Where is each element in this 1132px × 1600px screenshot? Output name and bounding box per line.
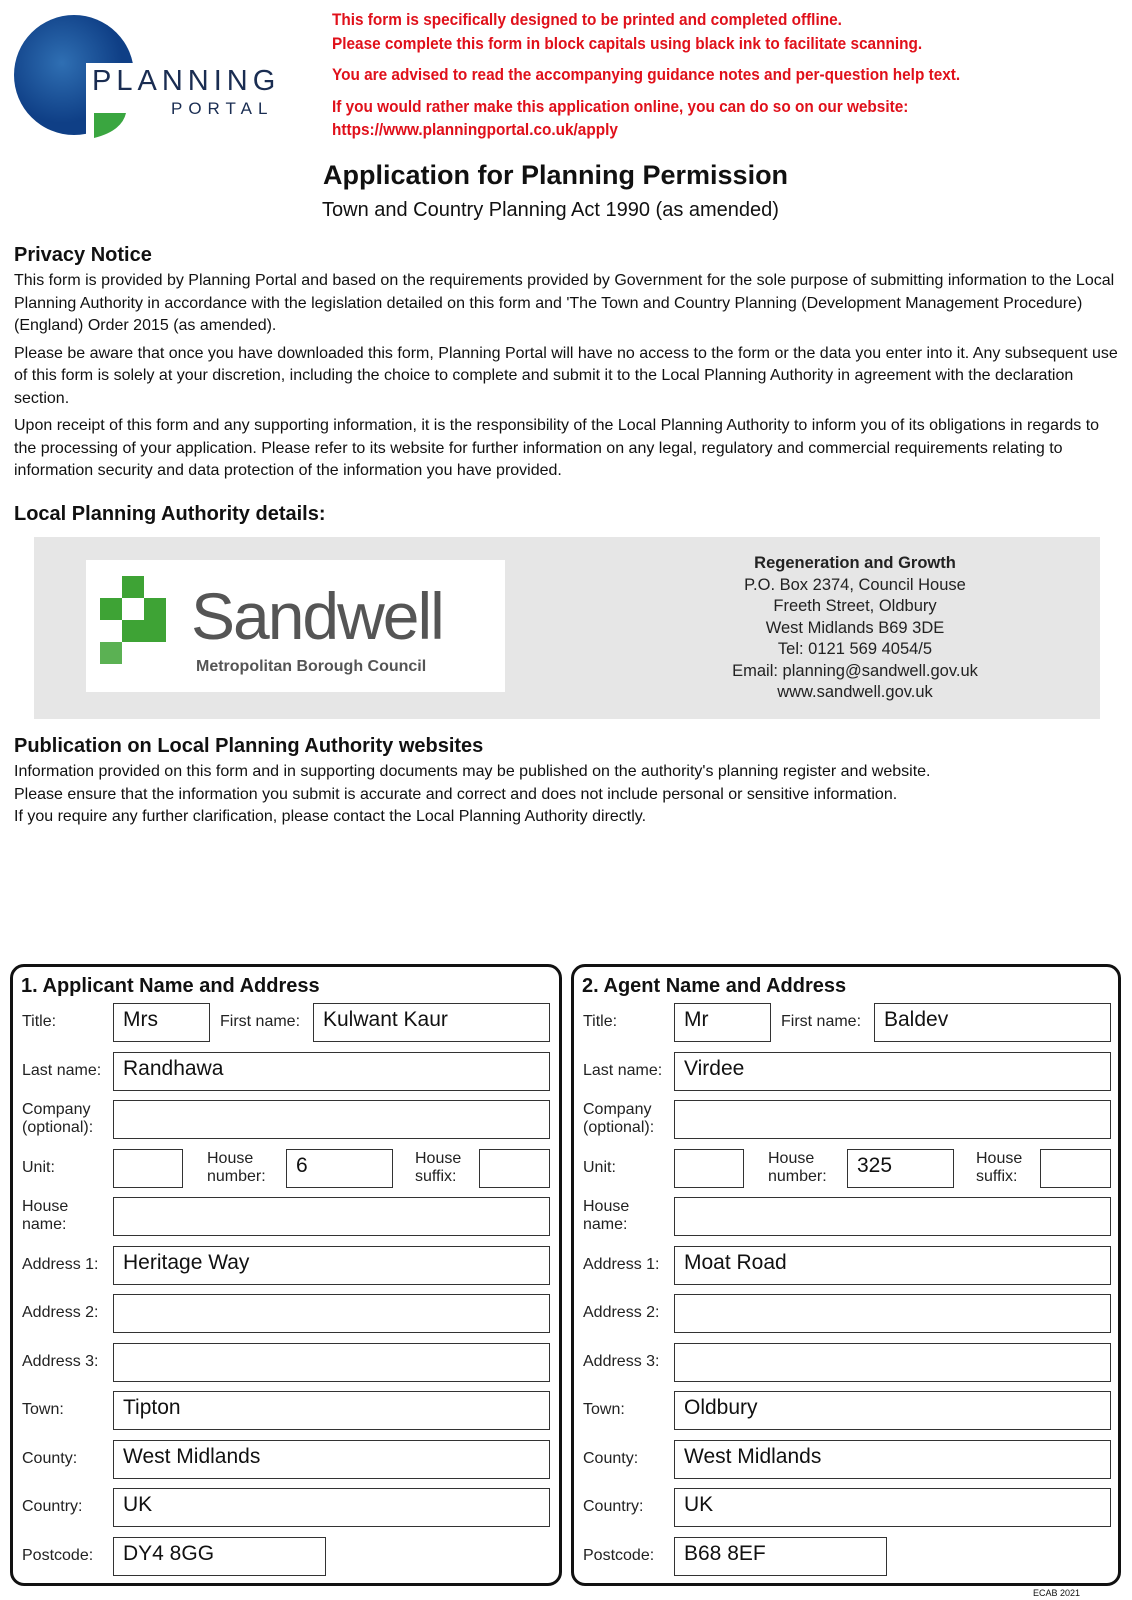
unit-field[interactable]	[113, 1149, 183, 1188]
agent-heading: 2. Agent Name and Address	[582, 975, 847, 997]
lpa-email[interactable]: Email: planning@sandwell.gov.uk	[732, 661, 978, 680]
lpa-phone: Tel: 0121 569 4054/5	[777, 640, 933, 658]
house-suffix-label: House suffix:	[976, 1149, 1023, 1185]
postcode-label: Postcode:	[583, 1546, 655, 1564]
page-title: Application for Planning Permission	[323, 160, 789, 190]
address3-field[interactable]	[113, 1343, 550, 1382]
lpa-address-line: West Midlands B69 3DE	[765, 618, 945, 637]
address3-label: Address 3:	[22, 1352, 99, 1370]
unit-label: Unit:	[583, 1158, 616, 1176]
sandwell-logo-sub: Metropolitan Borough Council	[196, 658, 427, 675]
last-name-label: Last name:	[583, 1061, 663, 1079]
town-field[interactable]: Oldbury	[674, 1391, 1111, 1430]
sandwell-logo-name: Sandwell	[191, 579, 443, 653]
last-name-label: Last name:	[22, 1061, 102, 1079]
lpa-details-panel	[34, 537, 1100, 719]
title-field[interactable]: Mrs	[113, 1003, 210, 1042]
county-label: County:	[583, 1449, 639, 1467]
publication-line: Please ensure that the information you submit is accurate and correct and does not include personal or sensitive information.	[14, 785, 898, 803]
publication-text	[14, 761, 1124, 829]
applicant-section	[10, 964, 562, 1586]
house-name-label: House name:	[583, 1198, 630, 1233]
county-label: County:	[22, 1449, 78, 1467]
company-label: Company (optional):	[583, 1101, 655, 1136]
unit-field[interactable]	[674, 1149, 744, 1188]
house-number-field[interactable]: 6	[286, 1149, 393, 1188]
address1-label: Address 1:	[583, 1255, 660, 1273]
privacy-paragraph: Please be aware that once you have downloaded this form, Planning Portal will have no access to the form or the data you enter into it. Any subsequent use of this form is solely at your discretion, including the choice to complete and submit it to the Local Planning Authority in agreement with the declaration section.	[14, 344, 1118, 407]
country-label: Country:	[583, 1498, 644, 1515]
notice-online: If you would rather make this application online, you can do so on our website:	[332, 98, 909, 116]
house-suffix-field[interactable]	[1040, 1149, 1111, 1188]
logo-line2: PORTAL	[171, 99, 274, 118]
publication-line: If you require any further clarification, please contact the Local Planning Authority directly.	[14, 808, 647, 825]
first-name-field[interactable]: Kulwant Kaur	[313, 1003, 550, 1042]
lpa-address-line: Freeth Street, Oldbury	[773, 597, 937, 615]
county-field[interactable]: West Midlands	[674, 1440, 1111, 1479]
title-label: Title:	[22, 1013, 57, 1030]
first-name-label: First name:	[220, 1013, 301, 1030]
agent-section	[571, 964, 1121, 1586]
privacy-paragraph: Upon receipt of this form and any supporting information, it is the responsibility of the Local Planning Authority to inform you of its obligations in regards to the processing of your application. Please refer to its website for further information on any legal, regulatory and commercial requirements relating to information security and data protection of the information you have provided.	[14, 417, 1100, 479]
notice-printed: This form is specifically designed to be printed and completed offline.	[332, 11, 842, 29]
postcode-field[interactable]: B68 8EF	[674, 1537, 887, 1576]
lpa-address	[695, 553, 1015, 704]
applicant-heading: 1. Applicant Name and Address	[21, 975, 320, 997]
town-label: Town:	[583, 1401, 625, 1418]
title-label: Title:	[583, 1013, 618, 1030]
town-field[interactable]: Tipton	[113, 1391, 550, 1430]
house-name-label: House name:	[22, 1198, 69, 1233]
logo-line1: PLANNING	[92, 65, 281, 97]
lpa-dept: Regeneration and Growth	[754, 554, 956, 572]
sandwell-logo	[86, 560, 505, 692]
lpa-website[interactable]: www.sandwell.gov.uk	[777, 683, 933, 701]
company-label: Company (optional):	[22, 1101, 94, 1136]
house-suffix-label: House suffix:	[415, 1149, 462, 1185]
country-field[interactable]: UK	[113, 1488, 550, 1527]
page-subtitle: Town and Country Planning Act 1990 (as amended)	[322, 199, 779, 221]
town-label: Town:	[22, 1401, 64, 1418]
address2-field[interactable]	[113, 1294, 550, 1333]
first-name-label: First name:	[781, 1013, 862, 1030]
notice-block-capitals: Please complete this form in block capitals using black ink to facilitate scanning.	[332, 35, 923, 53]
lpa-address-line: P.O. Box 2374, Council House	[744, 575, 966, 594]
country-field[interactable]: UK	[674, 1488, 1111, 1527]
address1-label: Address 1:	[22, 1255, 99, 1273]
first-name-field[interactable]: Baldev	[874, 1003, 1111, 1042]
address1-field[interactable]: Moat Road	[674, 1246, 1111, 1285]
publication-heading: Publication on Local Planning Authority websites	[14, 735, 484, 757]
house-name-field[interactable]	[674, 1197, 1111, 1236]
house-suffix-field[interactable]	[479, 1149, 550, 1188]
privacy-heading: Privacy Notice	[14, 244, 152, 266]
address2-label: Address 2:	[22, 1304, 99, 1321]
address2-field[interactable]	[674, 1294, 1111, 1333]
address1-field[interactable]: Heritage Way	[113, 1246, 550, 1285]
house-number-field[interactable]: 325	[847, 1149, 954, 1188]
postcode-label: Postcode:	[22, 1546, 94, 1564]
address2-label: Address 2:	[583, 1304, 660, 1321]
title-field[interactable]: Mr	[674, 1003, 771, 1042]
notice-url-link[interactable]: https://www.planningportal.co.uk/apply	[332, 121, 618, 139]
county-field[interactable]: West Midlands	[113, 1440, 550, 1479]
company-field[interactable]	[674, 1100, 1111, 1139]
last-name-field[interactable]: Virdee	[674, 1052, 1111, 1091]
notice-guidance: You are advised to read the accompanying guidance notes and per-question help text.	[332, 66, 961, 84]
privacy-paragraph: This form is provided by Planning Portal and based on the requirements provided by Government for the sole purpose of submitting information to the Local Planning Authority in accordance with the legislation detailed on this form and 'The Town and Country Planning (Development Management Procedure) (England) Order 2015 (as amended).	[14, 272, 1115, 334]
house-number-label: House number:	[207, 1149, 266, 1185]
form-code: ECAB 2021	[1032, 1588, 1080, 1598]
lpa-heading: Local Planning Authority details:	[14, 503, 326, 525]
address3-field[interactable]	[674, 1343, 1111, 1382]
house-number-label: House number:	[768, 1149, 827, 1185]
unit-label: Unit:	[22, 1158, 55, 1176]
postcode-field[interactable]: DY4 8GG	[113, 1537, 326, 1576]
company-field[interactable]	[113, 1100, 550, 1139]
planning-portal-logo	[14, 13, 294, 138]
privacy-text	[14, 270, 1124, 488]
house-name-field[interactable]	[113, 1197, 550, 1236]
country-label: Country:	[22, 1498, 83, 1515]
last-name-field[interactable]: Randhawa	[113, 1052, 550, 1091]
address3-label: Address 3:	[583, 1352, 660, 1370]
publication-line: Information provided on this form and in supporting documents may be published on the authority's planning register and website.	[14, 763, 931, 780]
